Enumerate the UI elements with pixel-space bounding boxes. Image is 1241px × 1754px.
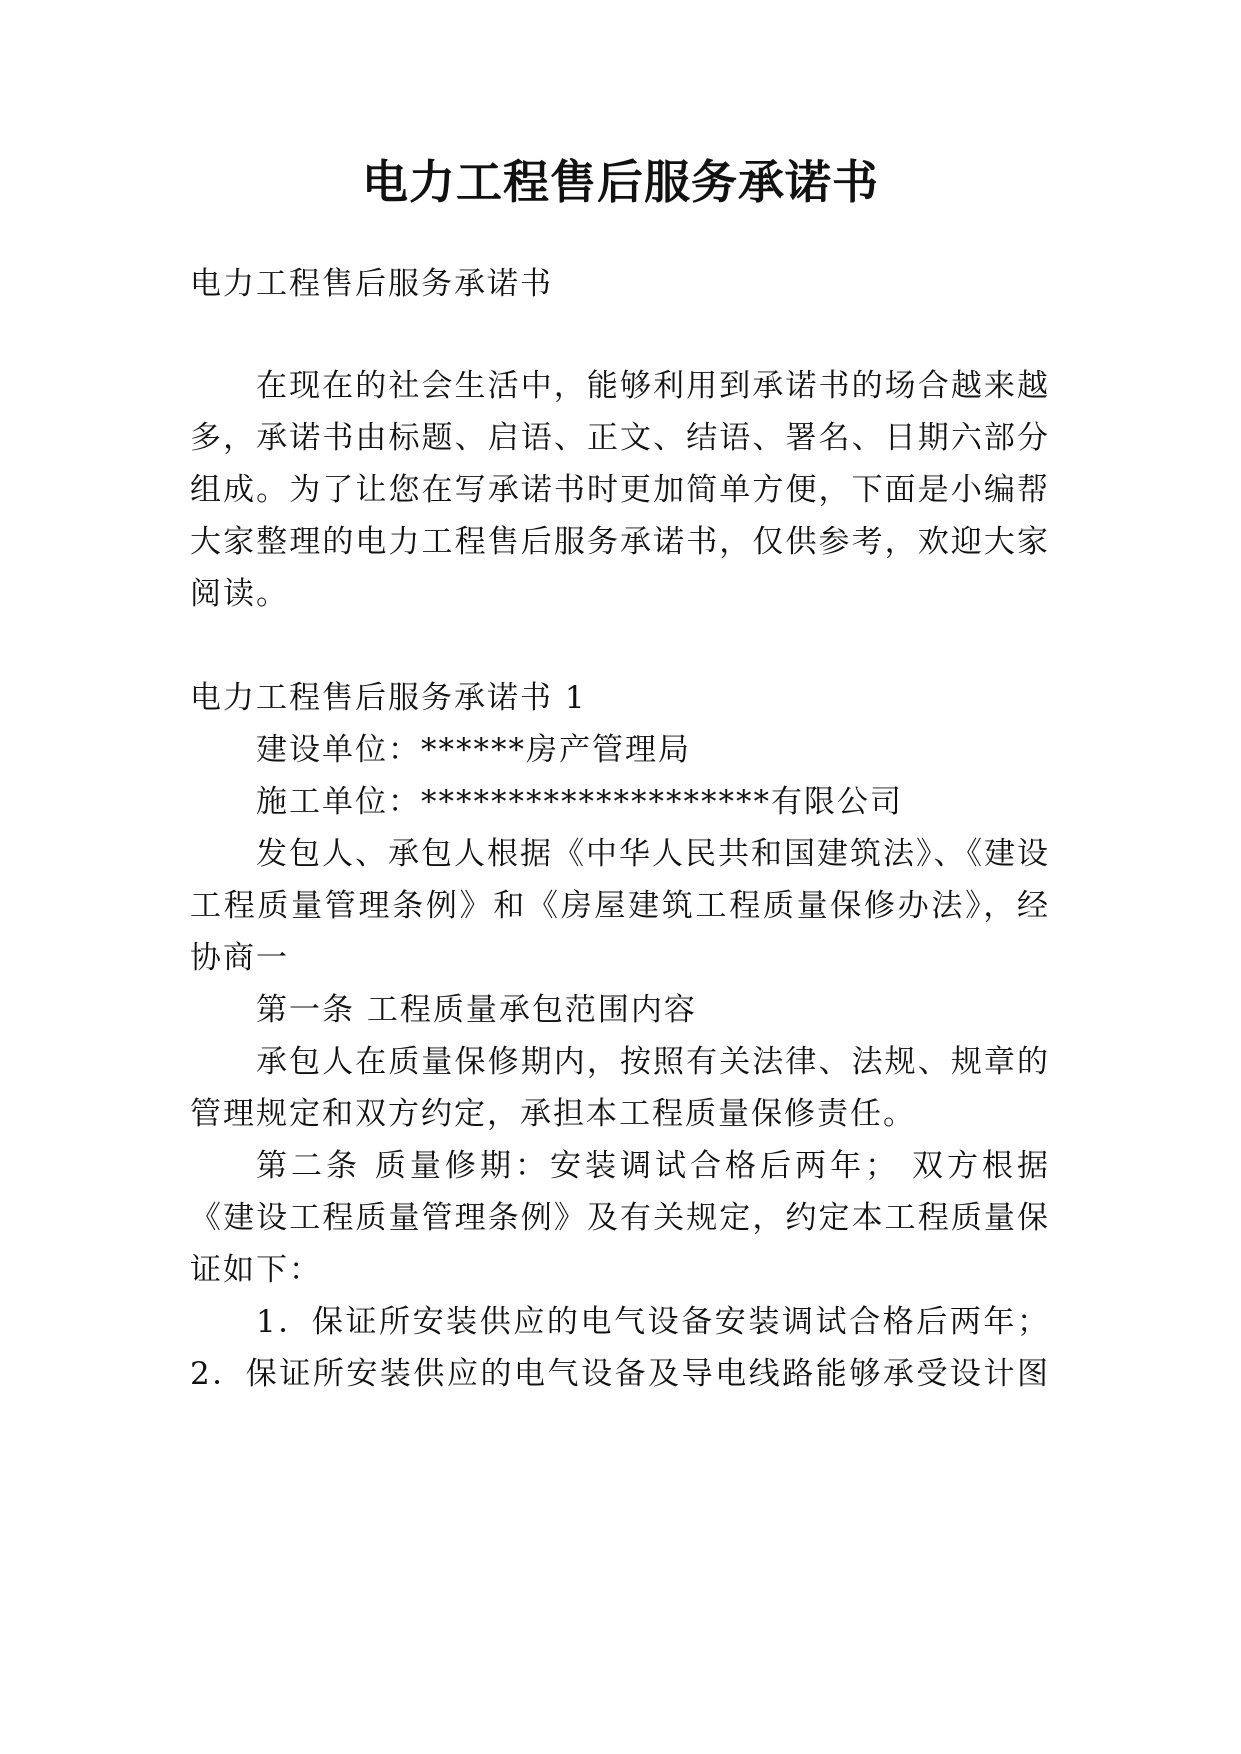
contractor-line: 施工单位：********************有限公司 — [256, 784, 903, 820]
article2-line-2: 《建设工程质量管理条例》及有关规定，约定本工程质量保 — [190, 1200, 1050, 1236]
item-2: 2．保证所安装供应的电气设备及导电线路能够承受设计图 — [190, 1356, 1050, 1392]
article1-title: 第一条 工程质量承包范围内容 — [256, 992, 697, 1028]
item-1: 1．保证所安装供应的电气设备安装调试合格后两年； — [256, 1304, 1050, 1340]
intro-line-1: 在现在的社会生活中，能够利用到承诺书的场合越来越 — [256, 368, 1050, 404]
document-subtitle: 电力工程售后服务承诺书 — [190, 266, 553, 302]
agreement-line-2: 工程质量管理条例》和《房屋建筑工程质量保修办法》，经 — [190, 888, 1050, 924]
builder-line: 建设单位：******房产管理局 — [256, 732, 691, 768]
article1-body-line-2: 管理规定和双方约定，承担本工程质量保修责任。 — [190, 1096, 916, 1132]
article2-line-1: 第二条 质量修期：安装调试合格后两年； 双方根据 — [256, 1148, 1050, 1184]
agreement-line-3: 协商一 — [190, 940, 289, 976]
intro-line-2: 多，承诺书由标题、启语、正文、结语、署名、日期六部分 — [190, 420, 1050, 456]
section-heading: 电力工程售后服务承诺书 1 — [190, 680, 587, 716]
intro-line-4: 大家整理的电力工程售后服务承诺书，仅供参考，欢迎大家 — [190, 524, 1050, 560]
article2-line-3: 证如下： — [190, 1252, 322, 1288]
intro-line-3: 组成。为了让您在写承诺书时更加简单方便，下面是小编帮 — [190, 472, 1050, 508]
article1-body-line-1: 承包人在质量保修期内，按照有关法律、法规、规章的 — [256, 1044, 1050, 1080]
agreement-line-1: 发包人、承包人根据《中华人民共和国建筑法》、《建设 — [256, 836, 1050, 872]
intro-line-5: 阅读。 — [190, 576, 289, 612]
document-title: 电力工程售后服务承诺书 — [362, 155, 879, 209]
